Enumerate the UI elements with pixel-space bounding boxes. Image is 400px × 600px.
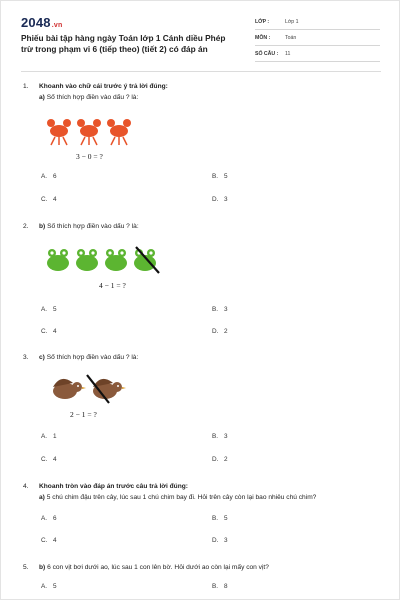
frog-icon [105, 249, 127, 271]
worksheet-page: 2048.vn Phiếu bài tập hàng ngày Toán lớp 1 Cánh diều Phép trừ trong phạm vi 6 (tiếp theo) (tiết 2) có đáp án LỚP : Lớp 1 MÔN : Toán SỐ CÂU : 11 1. Khoanh vào chữ cái trước ý trả lời đúng: a) Số thích hợp điền vào dấu ? là: 3 − 0 = ? A. 6 B. 5 C. 4 D. 3 2. b) Số thích hợp điền vào dấu ? là: 4 − 1 = ? A. 5 B. 3 C. 4 D. 2 3. c) Số thích hợp điền vào dấu ? là: 2 − 1 = ? A. 1 B. 3 C. 4 D. 2 4. Khoanh tròn vào đáp án trước câu trả lời đúng: a) 5 chú chim đậu trên cây, lúc sau 1 chú chim bay đi. Hỏi trên cây còn lại bao nhiêu chú chim? A. 6 B. 5 C. 4 D. 3 5. b) 6 con vịt bơi dưới ao, lúc sau 1 con lên bờ. Hỏi dưới ao còn lại mấy con vịt? A. 5 B. 8 [0, 0, 400, 600]
question-1-expression: 3 − 0 = ? [76, 152, 103, 161]
question-3-option-c[interactable]: C. 4 [41, 456, 57, 463]
meta-question-count: SỐ CÂU : 11 [255, 47, 380, 62]
question-1-option-a[interactable]: A. 6 [41, 173, 57, 180]
question-3-option-b[interactable]: B. 3 [212, 433, 228, 440]
bird-icon [53, 379, 86, 399]
question-1-option-d[interactable]: D. 3 [212, 196, 228, 203]
site-logo[interactable]: 2048.vn [21, 15, 63, 30]
question-4-text: 5 chú chim đậu trên cây, lúc sau 1 chú chim bay đi. Hỏi trên cây còn lại bao nhiêu chú chim? [46, 494, 317, 501]
question-1-heading: Khoanh vào chữ cái trước ý trả lời đúng: [39, 83, 168, 90]
question-2-text: Số thích hợp điền vào dấu ? là: [47, 223, 139, 230]
question-2-option-c[interactable]: C. 4 [41, 328, 57, 335]
document-title: Phiếu bài tập hàng ngày Toán lớp 1 Cánh diều Phép trừ trong phạm vi 6 (tiếp theo) (tiết 2) có đáp án [21, 33, 226, 54]
shrimp-icon [107, 119, 131, 145]
frog-icon [134, 249, 156, 271]
question-5-option-a[interactable]: A. 5 [41, 583, 57, 590]
frog-icon [47, 249, 69, 271]
question-2-option-a[interactable]: A. 5 [41, 306, 57, 313]
shrimp-icon [47, 119, 71, 145]
question-4-option-a[interactable]: A. 6 [41, 515, 57, 522]
question-2-expression: 4 − 1 = ? [99, 281, 126, 290]
meta-subject: MÔN : Toán [255, 31, 380, 46]
question-1-text: Số thích hợp điền vào dấu ? là: [46, 94, 139, 101]
question-2-option-d[interactable]: D. 2 [212, 328, 228, 335]
question-3-text: Số thích hợp điền vào dấu ? là: [46, 354, 139, 361]
question-4-option-b[interactable]: B. 5 [212, 515, 228, 522]
frog-icon [76, 249, 98, 271]
question-4-option-c[interactable]: C. 4 [41, 537, 57, 544]
question-2-option-b[interactable]: B. 3 [212, 306, 228, 313]
question-5-text: 6 con vịt bơi dưới ao, lúc sau 1 con lên bờ. Hỏi dưới ao còn lại mấy con vịt? [47, 564, 269, 571]
shrimp-icon [77, 119, 101, 145]
meta-class: LỚP : Lớp 1 [255, 15, 380, 30]
header-divider [21, 71, 381, 72]
shrimp-icon-group [45, 113, 140, 147]
question-3-option-a[interactable]: A. 1 [41, 433, 57, 440]
bird-icon-group [47, 373, 129, 405]
frog-icon-group [45, 245, 165, 275]
question-3-expression: 2 − 1 = ? [70, 410, 97, 419]
question-4-option-d[interactable]: D. 3 [212, 537, 228, 544]
question-1-option-b[interactable]: B. 5 [212, 173, 228, 180]
question-1-option-c[interactable]: C. 4 [41, 196, 57, 203]
question-4-heading: Khoanh tròn vào đáp án trước câu trả lời đúng: [39, 483, 188, 490]
question-5-option-b[interactable]: B. 8 [212, 583, 228, 590]
question-3-option-d[interactable]: D. 2 [212, 456, 228, 463]
